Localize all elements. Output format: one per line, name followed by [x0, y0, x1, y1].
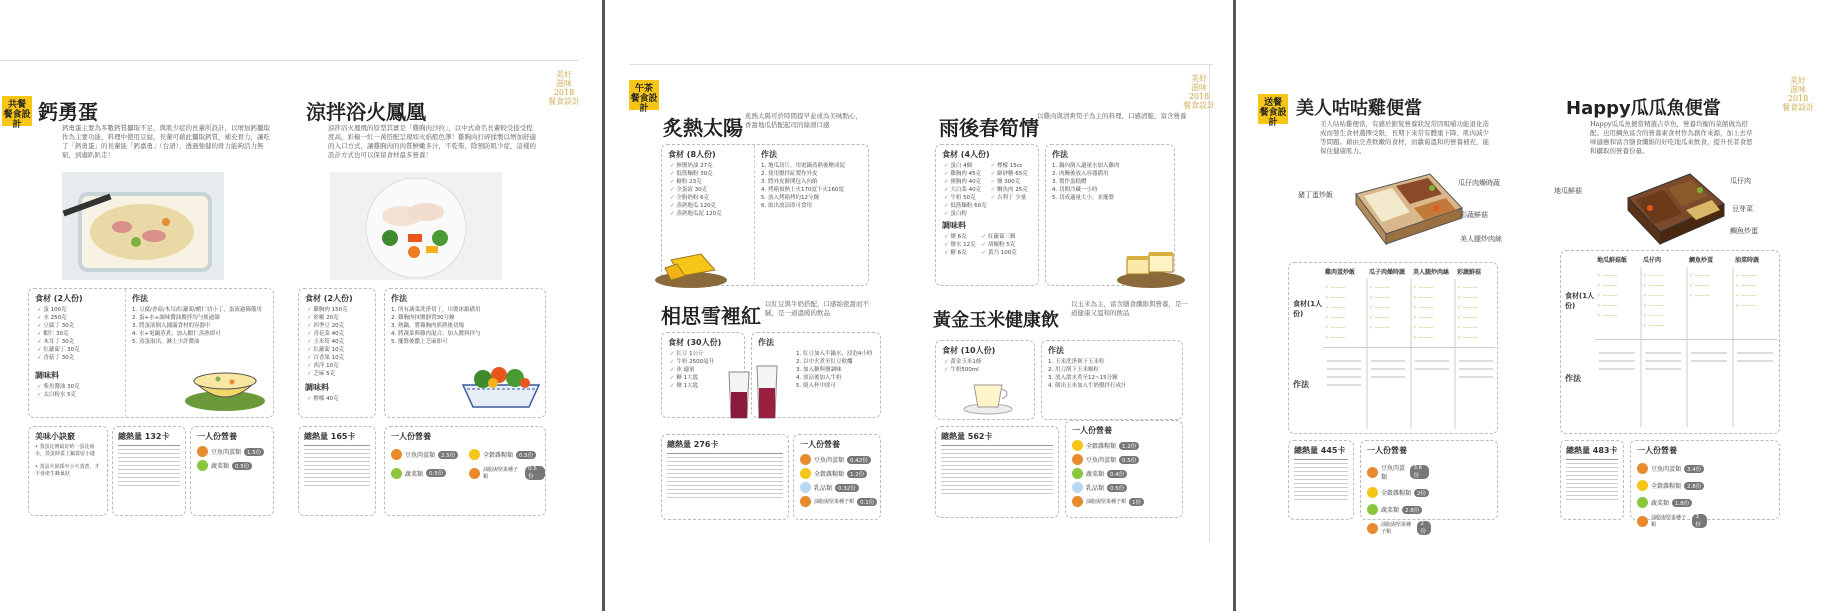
nutrition-table	[941, 445, 1053, 494]
cake-slices-illustration	[1113, 236, 1189, 290]
svg-text:✓ ———: ✓ ———	[1325, 305, 1346, 311]
brand-mark: 美好 滋味 2018 餐食設計	[1782, 76, 1814, 112]
recipe-grid	[1288, 262, 1498, 434]
svg-text:✓ ———: ✓ ———	[1643, 313, 1664, 319]
ingredients-panel	[298, 288, 376, 418]
section-tag: 共餐 餐食設計	[2, 96, 32, 126]
recipe-grid-lines	[1325, 279, 1497, 429]
spread-1	[0, 0, 602, 611]
tips-list: • 蒸蛋比例最好約一蛋比兩水，蒸蛋時蓋上鍋蓋留小縫 • 蒸蛋火候採中小火蒸煮，才不會產生蜂巢狀	[35, 444, 100, 477]
spread-2	[605, 0, 1233, 611]
serving-panel	[190, 426, 274, 516]
seasoning-list-2: ✓ 紅蘿蔔三顆 ✓ 胡椒粉 5克 ✓ 黃乃 100克	[982, 233, 1017, 257]
seasoning-heading: 調味料	[305, 383, 329, 392]
dish-intro: 美人咕咕雞便當，有感於銀髮營養狀況常因咀嚼功能退化造成而發生食材選擇受限，長期下來常有體重下降、肌肉減少等問題。藉由烹煮軟嫩的食材，而蘿蔔溫和的營養補充，能保住健康肌力。	[1320, 120, 1489, 155]
svg-text:✓ ———: ✓ ———	[1457, 305, 1478, 311]
ingredients-heading: 食材 (30人份)	[668, 338, 722, 347]
callout-label: 瓜仔肉燥時蔬	[1458, 179, 1500, 187]
dish-photo	[330, 172, 502, 280]
svg-text:✓ ———: ✓ ———	[1597, 303, 1618, 309]
callout-label: 豆芽菜	[1732, 205, 1753, 213]
calories-heading: 總熱量 165卡	[304, 432, 356, 441]
grain-icon	[1072, 440, 1083, 451]
svg-text:✓ ———: ✓ ———	[1325, 325, 1346, 331]
dish-intro: 涼拌浴火鳳凰的原型其實是「雞胸肉沙拉」，以中式命名長輩較受接受程度高，彩椒一紅一黃搭配呈現如火焰般色澤！雞胸肉打碎揉製以增加舒適的入口方式，讓雞胸肉的肉質鮮嫩多汁，不乾柴，除預防肌少症，這樣的設計方式也可以保留食材最多營養！	[328, 124, 536, 159]
ingredients-list-2: ✓ 檸檬 15cc ✓ 細砂糖 65克 ✓ 鹽 300克 ✓ 鯛魚肉 25克 ✓ 吉利丁 少量	[991, 162, 1028, 218]
method-heading: 作法	[1052, 150, 1068, 159]
ingredients-list: ✓ 雞胸肉 150克 ✓ 彩椒 20克 ✓ 四季豆 20克 ✓ 青花菜 40克 ✓ 玉米筍 40克 ✓ 紅蘿蔔 10克 ✓ 百香果 10克 ✓ 西洋 10克 ✓ 芝麻 5克	[307, 306, 375, 378]
vegetable-icon	[197, 460, 208, 471]
grain-icon	[800, 468, 811, 479]
serving-row: 油脂與堅果種子類 2份	[1367, 521, 1431, 535]
serving-row: 油脂與堅果種子類 0.5份	[469, 466, 545, 480]
recipe-grid-header: 雞肉蛋炒飯 瓜子肉燥時蔬 美人腿炒肉絲 彩蔬鮮菇	[1325, 269, 1482, 276]
brand-mark: 美好 滋味 2018 餐食設計	[1183, 74, 1215, 110]
method-heading: 作法	[391, 294, 407, 303]
protein-icon	[197, 446, 208, 457]
svg-text:✓ ———: ✓ ———	[1735, 303, 1756, 309]
spread-3	[1236, 0, 1836, 611]
serving-heading: 一人份營養	[1637, 446, 1677, 455]
serving-heading: 一人份營養	[197, 432, 237, 441]
grain-icon	[469, 449, 480, 460]
dish-intro: Happy瓜瓜魚便當精選吉草魚，營養均衡的菜餚做為搭配。也用鯛魚富含的營養素食材作為創作來源，加上去草味適應和富含膳食纖維的好吃地瓜來飲食，提升長者食慾和攝取的營養份量。	[1590, 120, 1753, 155]
serving-row: 豆魚肉蛋類 3.6份	[1367, 463, 1429, 481]
svg-text:✓ ———: ✓ ———	[1325, 335, 1346, 341]
row-label: 作法	[1565, 374, 1581, 383]
svg-text:✓ ———: ✓ ———	[1643, 303, 1664, 309]
serving-heading: 一人份營養	[391, 432, 431, 441]
serving-row: 乳品類 0.5份	[1072, 482, 1182, 493]
callout-label: 彩蔬鮮菇	[1460, 211, 1488, 219]
serving-row: 豆魚肉蛋類 0.5份	[1072, 454, 1182, 465]
dish-title: Happy瓜瓜魚便當	[1566, 98, 1721, 119]
dairy-icon	[800, 482, 811, 493]
serving-row: 蔬菜類 1.8份	[1637, 497, 1705, 508]
page-top-rule	[629, 64, 1213, 65]
svg-text:✓ ———: ✓ ———	[1413, 295, 1434, 301]
svg-text:✓ ———: ✓ ———	[1325, 285, 1346, 291]
dish-title: 涼拌浴火鳳凰	[306, 100, 426, 124]
serving-heading: 一人份營養	[1367, 446, 1407, 455]
ingredients-method-panel	[28, 288, 274, 418]
svg-text:✓ ———: ✓ ———	[1689, 273, 1710, 279]
svg-text:✓ ———: ✓ ———	[1369, 285, 1390, 291]
svg-text:✓ ———: ✓ ———	[1413, 325, 1434, 331]
svg-text:✓ ———: ✓ ———	[1413, 315, 1434, 321]
seasoning-list: ✓ 檸檬 40克	[307, 395, 375, 403]
ingredients-list: ✓ 黃金玉米1條 ✓ 牛奶500ml	[944, 358, 1034, 374]
oil-nut-icon	[1637, 516, 1648, 527]
callout-label: 地瓜鮮菇	[1554, 187, 1582, 195]
oil-nut-icon	[1072, 496, 1083, 507]
method-heading: 作法	[1048, 346, 1064, 355]
vegetable-icon	[1637, 497, 1648, 508]
ingredients-list: ✓ 蛋白 4個 ✓ 雞胸肉 45克 ✓ 豬胸肉 40克 ✓ 大白菜 40克 ✓ 牛奶 50克 ✓ 低筋麵粉 60克 ✓ 蛋白粉	[944, 162, 987, 218]
svg-text:✓ ———: ✓ ———	[1597, 313, 1618, 319]
bento-box-illustration	[1346, 164, 1466, 252]
cheese-cake-illustration	[651, 240, 731, 290]
row-label: 作法	[1293, 380, 1309, 389]
protein-icon	[800, 454, 811, 465]
tips-panel	[28, 426, 108, 516]
serving-row: 全穀雜糧類 2份	[1367, 487, 1431, 498]
recipe-grid	[1560, 250, 1780, 434]
seasoning-list: ✓ 柴魚醬油 30克 ✓ 太白粉水 5克	[37, 383, 113, 399]
svg-text:✓ ———: ✓ ———	[1735, 273, 1756, 279]
seasoning-heading: 調味料	[942, 221, 966, 230]
calories-panel	[298, 426, 376, 516]
steamed-egg-illustration	[180, 351, 270, 413]
nutrition-table	[118, 445, 180, 486]
dish-intro: 以玉米為主，富含膳食纖維與營養，是一道健康又溫和的飲品	[1071, 300, 1188, 317]
red-bean-drink-illustration	[723, 362, 795, 424]
method-panel	[384, 288, 546, 418]
nutrition-table	[667, 453, 783, 498]
nutrition-table	[1294, 459, 1348, 500]
vegetable-icon	[1367, 504, 1378, 515]
calories-panel	[1560, 440, 1624, 520]
nutrition-table	[304, 445, 370, 486]
nutrition-table	[1566, 459, 1618, 500]
svg-text:✓ ———: ✓ ———	[1597, 283, 1618, 289]
svg-text:✓ ———: ✓ ———	[1457, 285, 1478, 291]
method-heading: 作法	[758, 338, 774, 347]
serving-row: 豆魚肉蛋類 0.42份	[800, 454, 880, 465]
protein-icon	[391, 449, 402, 460]
svg-text:✓ ———: ✓ ———	[1643, 323, 1664, 329]
serving-row: 蔬菜類 0.5份	[391, 466, 463, 480]
corn-drink-illustration	[962, 375, 1016, 415]
section-tag: 送餐 餐食設計	[1258, 94, 1288, 124]
dish-title: 雨後春筍情	[939, 116, 1039, 140]
serving-row: 蔬菜類 0.5份	[197, 460, 273, 471]
serving-row: 油脂與堅果種子類 1份	[1072, 496, 1182, 507]
method-list: 1. 紅豆加入半鍋水，浸泡4小時 2. 以中火煮至紅豆軟爛 3. 加入糖與鹽調味 4. 放涼後加入牛奶 5. 倒入杯中即可	[796, 351, 873, 389]
svg-text:✓ ———: ✓ ———	[1457, 335, 1478, 341]
ingredients-heading: 食材 (2人份)	[35, 294, 83, 303]
method-heading: 作法	[132, 294, 148, 303]
grain-icon	[1367, 487, 1378, 498]
serving-row: 豆魚肉蛋類 3.4份	[1637, 463, 1705, 474]
serving-row: 全穀雜糧類 0.5份	[469, 449, 545, 460]
serving-panel	[1065, 420, 1183, 518]
dish-photo	[62, 172, 224, 280]
serving-row: 全穀雜糧類 1.2份	[1072, 440, 1182, 451]
calories-heading: 總熱量 445卡	[1294, 446, 1346, 455]
serving-heading: 一人份營養	[800, 440, 840, 449]
serving-panel	[1360, 440, 1498, 535]
svg-text:✓ ———: ✓ ———	[1369, 305, 1390, 311]
dish-intro: 以雞肉與清爽筍子為主的料理，口感清脆，富含營養	[1037, 112, 1187, 120]
serving-panel	[384, 426, 546, 516]
svg-text:✓ ———: ✓ ———	[1597, 293, 1618, 299]
svg-text:✓ ———: ✓ ———	[1325, 295, 1346, 301]
serving-heading: 一人份營養	[1072, 426, 1112, 435]
svg-text:✓ ———: ✓ ———	[1735, 283, 1756, 289]
svg-text:✓ ———: ✓ ———	[1369, 295, 1390, 301]
salad-illustration	[459, 355, 543, 413]
ingredients-list: ✓ 紅豆 1公斤 ✓ 牛奶 2500毫升 ✓ 冰 適量 ✓ 糖 1大匙 ✓ 鹽 1大匙	[670, 350, 744, 390]
ingredients-panel	[935, 340, 1035, 420]
svg-text:✓ ———: ✓ ———	[1689, 293, 1710, 299]
svg-text:✓ ———: ✓ ———	[1689, 283, 1710, 289]
calories-heading: 總熱量 562卡	[941, 432, 993, 441]
svg-text:✓ ———: ✓ ———	[1413, 335, 1434, 341]
recipe-grid-lines	[1597, 267, 1779, 427]
svg-text:✓ ———: ✓ ———	[1457, 295, 1478, 301]
vegetable-icon	[391, 468, 402, 479]
ingredients-heading: 食材 (8人份)	[668, 150, 716, 159]
serving-row: 乳品類 0.32份	[800, 482, 880, 493]
svg-text:✓ ———: ✓ ———	[1643, 273, 1664, 279]
serving-panel	[793, 434, 881, 520]
svg-text:✓ ———: ✓ ———	[1325, 315, 1346, 321]
svg-text:✓ ———: ✓ ———	[1413, 285, 1434, 291]
ingredients-list: ✓ 蛋 100克 ✓ 水 250克 ✓ 豆腐丁 30克 ✓ 蝦仁 30克 ✓ 木耳丁 30克 ✓ 紅蘿蔔丁 30克 ✓ 香菇丁 30克	[37, 306, 113, 362]
svg-text:✓ ———: ✓ ———	[1457, 325, 1478, 331]
grain-icon	[1637, 480, 1648, 491]
calories-panel	[661, 434, 789, 520]
ingredients-heading: 食材 (4人份)	[942, 150, 990, 159]
serving-row: 蔬菜類 0.4份	[1072, 468, 1182, 479]
serving-row: 全穀雜糧類 1.2份	[800, 468, 880, 479]
dish-title: 鈣勇蛋	[38, 100, 98, 124]
calories-heading: 總熱量 132卡	[118, 432, 170, 441]
svg-text:✓ ———: ✓ ———	[1369, 325, 1390, 331]
callout-label: 豬丁蛋炒飯	[1298, 191, 1333, 199]
dish-intro: 以紅豆與牛奶搭配，口感綿密甜而不膩，是一道溫暖的飲品	[765, 300, 869, 317]
dish-title: 美人咕咕雞便當	[1296, 98, 1422, 119]
protein-icon	[1637, 463, 1648, 474]
dish-title: 炙熱太陽	[663, 116, 743, 140]
calories-heading: 總熱量 483卡	[1566, 446, 1618, 455]
seasoning-list: ✓ 鹽 6克 ✓ 鹽水 12克 ✓ 糖 6克	[944, 233, 976, 257]
method-panel	[1041, 340, 1183, 420]
dish-intro: 鈣勇蛋主要為多數鈣質攝取不足，與肌少症的長輩所設計，以增加鈣攝取作為主要功能，料理中使用豆腐，長輩可藉此攝取鈣質，補充骨力，讓吃了「鈣勇蛋」的長輩能「鈣嘉勇」（台語），透過強健的骨力能夠活力無窮，到處趴趴走！	[62, 124, 270, 159]
svg-text:✓ ———: ✓ ———	[1457, 315, 1478, 321]
ingredients-list: ✓ 無鹽奶油 27克 ✓ 低筋麵粉 30克 ✓ 糖粉 23克 ✓ 全蛋液 30克 ✓ 全脂奶粉 6克 ✓ 蒸熟地瓜 120克 ✓ 蒸熟地瓜泥 120克	[670, 162, 748, 218]
svg-text:✓ ———: ✓ ———	[1735, 293, 1756, 299]
method-list: 1. 玉米洗淨剝下玉米粒 2. 用刀削下玉米顆粒 3. 放入滾水煮至12~15分鐘 4. 倒出玉米加入牛奶攪拌打成汁	[1048, 359, 1127, 389]
ingredients-heading: 食材 (10人份)	[942, 346, 996, 355]
serving-row: 全穀雜糧類 2.8份	[1637, 480, 1707, 491]
callout-label: 瓜仔肉	[1730, 177, 1751, 185]
callout-label: 鯛魚炒蛋	[1730, 227, 1758, 235]
svg-text:✓ ———: ✓ ———	[1643, 283, 1664, 289]
row-label: 食材(1人份)	[1565, 292, 1595, 310]
oil-nut-icon	[469, 468, 480, 479]
brand-mark: 美好 滋味 2018 餐食設計	[548, 70, 580, 106]
method-heading: 作法	[761, 150, 777, 159]
calories-panel	[112, 426, 186, 516]
oil-nut-icon	[1367, 523, 1378, 534]
dish-intro: 炙熱太陽可於時間提早並成為美味點心，香甜地瓜搭配起司的絲滑口感	[745, 112, 862, 129]
recipe-grid-header: 地瓜鮮菇飯 瓜仔肉 鯛魚炒蛋 油菜時蔬	[1597, 257, 1760, 264]
svg-text:✓ ———: ✓ ———	[1369, 315, 1390, 321]
ingredients-panel	[935, 144, 1039, 286]
serving-panel	[1630, 440, 1780, 528]
calories-heading: 總熱量 276卡	[667, 440, 719, 449]
protein-icon	[1367, 467, 1378, 478]
vegetable-icon	[1072, 468, 1083, 479]
serving-row: 蔬菜類 2.8份	[1367, 504, 1429, 515]
seasoning-heading: 調味料	[35, 371, 59, 380]
dish-title: 黃金玉米健康飲	[933, 310, 1059, 331]
serving-row: 豆魚肉蛋類 1.5份	[197, 446, 273, 457]
section-tag: 午茶 餐食設計	[629, 80, 659, 110]
row-label: 食材(1人份)	[1293, 300, 1323, 318]
method-list: 1. 地瓜切片，用電鍋蒸熟後壓成泥 2. 使用攪拌缸製作外皮 3. 將外皮擀開包入內餡 4. 烤箱預熱上火170度下火160度 5. 放入烤箱烤約12分鐘 6. 取出放涼即可食用	[761, 163, 845, 209]
dairy-icon	[1072, 482, 1083, 493]
protein-icon	[1072, 454, 1083, 465]
calories-panel	[1288, 440, 1354, 520]
serving-row: 豆魚肉蛋類 2.5份	[391, 449, 463, 460]
dish-title: 相思雪裡紅	[661, 304, 761, 328]
method-list: 1. 所有蔬菜洗淨切丁，川燙冰鎮備用 2. 雞胸肉抹鹽靜置30分鐘 3. 熱鍋，將雞胸肉煎熟後切塊 4. 將蔬菜與雞肉混合，加入醬料拌勻 5. 擺盤後撒上芝麻即可	[391, 307, 481, 345]
page-top-rule	[0, 60, 578, 61]
svg-text:✓ ———: ✓ ———	[1643, 293, 1664, 299]
method-list: 1. 豆腐/香菇/木耳/紅蘿蔔/蝦仁切小丁，蛋液過篩備用 2. 蛋+水+調味醬油攪拌均勻後過篩 3. 將蛋液倒入鋪滿食材的容器中 4. 水+電鍋蒸煮，加入蝦仁蒸熟即可 5. 蒸蛋取出，淋上少許醬油	[132, 307, 262, 345]
method-list: 1. 鍋內倒入適量水加入雞肉 2. 肉醃後放入容器備用 3. 製作蛋糕體 4. 切開冷藏一小時 5. 切成適量大小，並擺盤	[1052, 163, 1120, 201]
serving-row: 油脂與堅果種子類 3份	[1637, 514, 1707, 528]
calories-panel	[935, 426, 1059, 518]
oil-nut-icon	[800, 496, 811, 507]
tips-heading: 美味小訣竅	[35, 432, 75, 441]
bento-box-illustration	[1620, 164, 1730, 252]
svg-text:✓ ———: ✓ ———	[1413, 305, 1434, 311]
serving-row: 油脂與堅果種子類 0.1份	[800, 496, 880, 507]
ingredients-heading: 食材 (2人份)	[305, 294, 353, 303]
svg-text:✓ ———: ✓ ———	[1597, 273, 1618, 279]
callout-label: 美人腿炒肉絲	[1460, 235, 1502, 243]
